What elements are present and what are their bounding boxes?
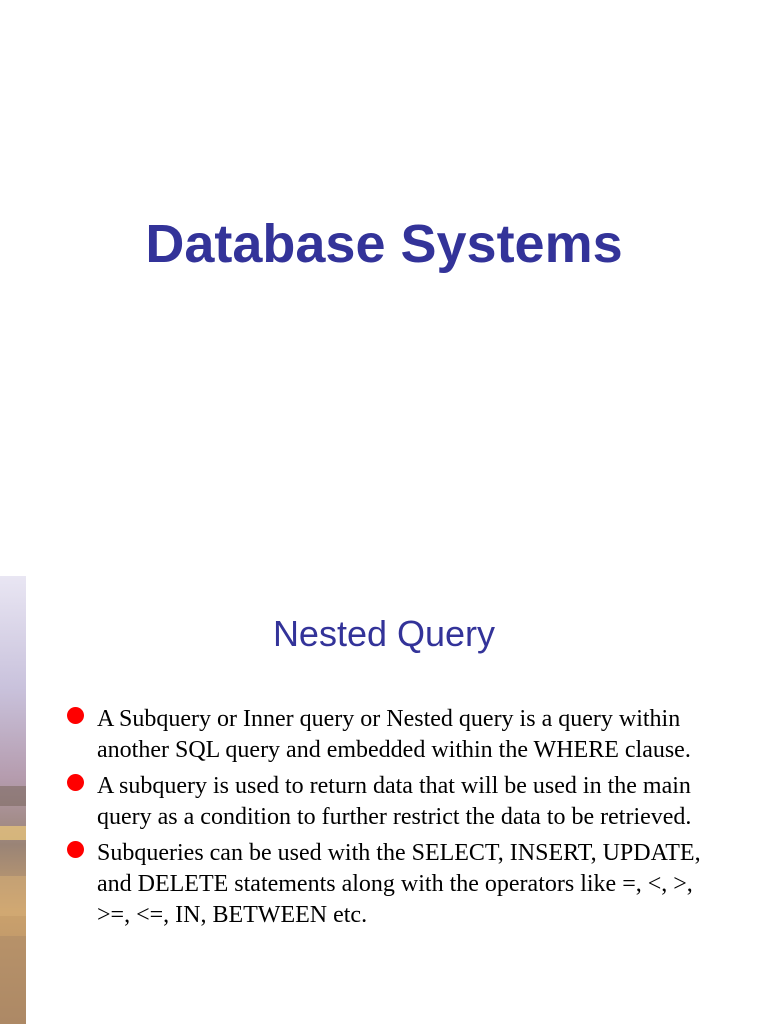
slide-heading: Nested Query — [272, 613, 496, 654]
red-bullet-dot-icon — [67, 774, 84, 791]
bullet-text: A Subquery or Inner query or Nested query is a query within another SQL query and embedded within the WHERE clause. — [97, 706, 691, 763]
bullet-text: A subquery is used to return data that will be used in the main query as a condition to further restrict the data to be retrieved. — [97, 773, 692, 830]
content-slide — [0, 576, 768, 1024]
list-item — [66, 771, 706, 833]
bullet-text: Subqueries can be used with the SELECT, INSERT, UPDATE, and DELETE statements along with the operators like =, <, >, >=, <=, IN, BETWEEN etc. — [97, 840, 701, 928]
red-bullet-dot-icon — [67, 707, 84, 724]
slide-title: Database Systems — [145, 214, 623, 274]
list-item — [66, 838, 706, 931]
bullet-list — [66, 704, 706, 936]
red-bullet-dot-icon — [67, 841, 84, 858]
list-item — [66, 704, 706, 766]
